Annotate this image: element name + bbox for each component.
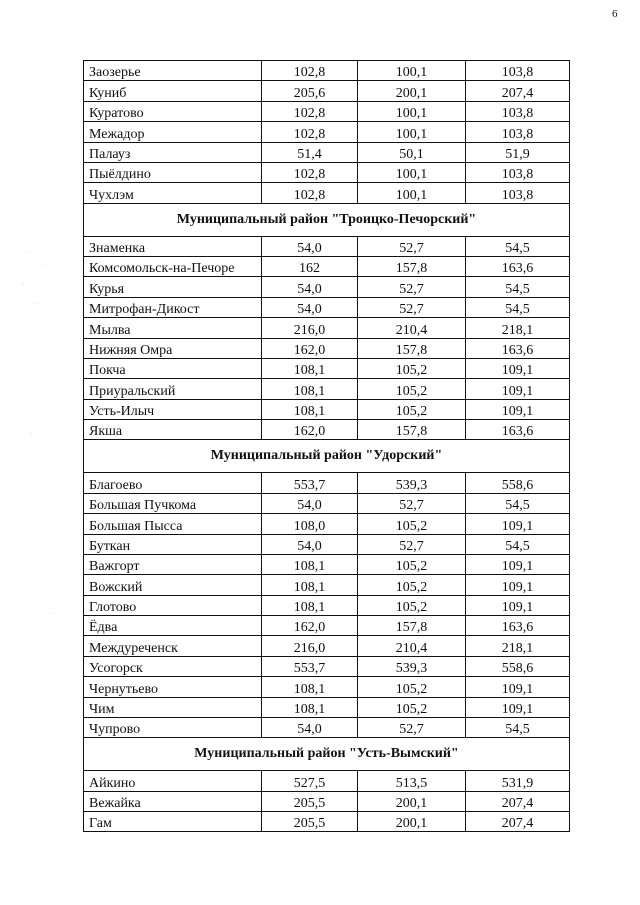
value-cell: 105,2 [358, 514, 466, 534]
settlement-name-cell: Приуральский [84, 379, 262, 399]
value-cell: 200,1 [358, 81, 466, 101]
value-cell: 54,5 [466, 277, 570, 297]
value-cell: 157,8 [358, 420, 466, 440]
table-row [84, 656, 570, 676]
value-cell: 216,0 [262, 636, 358, 656]
value-cell: 54,0 [262, 297, 358, 317]
page-number: 6 [612, 8, 618, 20]
settlement-name-cell: Курья [84, 277, 262, 297]
settlement-name-cell: Важгорт [84, 554, 262, 574]
value-cell: 109,1 [466, 514, 570, 534]
value-cell: 54,0 [262, 493, 358, 513]
table-row [84, 534, 570, 554]
value-cell: 553,7 [262, 656, 358, 676]
settlement-name-cell: Чухлэм [84, 183, 262, 203]
value-cell: 103,8 [466, 61, 570, 81]
table-row [84, 493, 570, 513]
settlement-name-cell: Мылва [84, 318, 262, 338]
value-cell: 108,1 [262, 575, 358, 595]
value-cell: 52,7 [358, 493, 466, 513]
value-cell: 54,5 [466, 717, 570, 737]
value-cell: 108,1 [262, 358, 358, 378]
table-body [84, 61, 570, 832]
table-row [84, 61, 570, 81]
margin-speck: · [36, 300, 39, 308]
value-cell: 539,3 [358, 473, 466, 493]
table-row [84, 101, 570, 121]
value-cell: 218,1 [466, 318, 570, 338]
section-title: Муниципальный район "Усть-Вымский" [84, 738, 570, 771]
value-cell: 108,1 [262, 554, 358, 574]
value-cell: 109,1 [466, 554, 570, 574]
value-cell: 109,1 [466, 358, 570, 378]
table-row [84, 616, 570, 636]
settlement-name-cell: Вежайка [84, 791, 262, 811]
value-cell: 52,7 [358, 717, 466, 737]
section-title: Муниципальный район "Удорский" [84, 440, 570, 473]
settlement-name-cell: Усогорск [84, 656, 262, 676]
table-row [84, 677, 570, 697]
value-cell: 102,8 [262, 122, 358, 142]
value-cell: 205,6 [262, 81, 358, 101]
value-cell: 157,8 [358, 338, 466, 358]
settlement-name-cell: Большая Пысса [84, 514, 262, 534]
table-row [84, 81, 570, 101]
value-cell: 105,2 [358, 358, 466, 378]
value-cell: 103,8 [466, 183, 570, 203]
value-cell: 162,0 [262, 338, 358, 358]
value-cell: 163,6 [466, 338, 570, 358]
value-cell: 210,4 [358, 318, 466, 338]
section-header-row [84, 738, 570, 771]
value-cell: 108,1 [262, 379, 358, 399]
value-cell: 51,9 [466, 142, 570, 162]
value-cell: 54,5 [466, 534, 570, 554]
value-cell: 108,1 [262, 399, 358, 419]
value-cell: 531,9 [466, 771, 570, 791]
settlement-name-cell: Айкино [84, 771, 262, 791]
value-cell: 50,1 [358, 142, 466, 162]
settlement-name-cell: Комсомольск-на-Печоре [84, 257, 262, 277]
table-row [84, 697, 570, 717]
value-cell: 513,5 [358, 771, 466, 791]
value-cell: 163,6 [466, 420, 570, 440]
section-header-row [84, 440, 570, 473]
value-cell: 54,0 [262, 717, 358, 737]
value-cell: 102,8 [262, 61, 358, 81]
settlement-name-cell: Большая Пучкома [84, 493, 262, 513]
value-cell: 100,1 [358, 183, 466, 203]
table-row [84, 183, 570, 203]
table-row [84, 812, 570, 832]
value-cell: 218,1 [466, 636, 570, 656]
margin-speck: · [22, 280, 25, 288]
table-row [84, 338, 570, 358]
table-row [84, 318, 570, 338]
value-cell: 210,4 [358, 636, 466, 656]
value-cell: 105,2 [358, 399, 466, 419]
margin-speck: · [44, 262, 47, 270]
settlement-name-cell: Усть-Илыч [84, 399, 262, 419]
settlement-name-cell: Заозерье [84, 61, 262, 81]
table-row [84, 236, 570, 256]
value-cell: 103,8 [466, 122, 570, 142]
value-cell: 109,1 [466, 697, 570, 717]
value-cell: 157,8 [358, 616, 466, 636]
section-header-row [84, 203, 570, 236]
settlement-name-cell: Благоево [84, 473, 262, 493]
value-cell: 200,1 [358, 812, 466, 832]
value-cell: 205,5 [262, 812, 358, 832]
value-cell: 105,2 [358, 554, 466, 574]
settlement-name-cell: Глотово [84, 595, 262, 615]
table-row [84, 575, 570, 595]
value-cell: 109,1 [466, 379, 570, 399]
settlement-name-cell: Гам [84, 812, 262, 832]
settlement-name-cell: Буткан [84, 534, 262, 554]
settlement-name-cell: Знаменка [84, 236, 262, 256]
value-cell: 207,4 [466, 791, 570, 811]
settlement-name-cell: Пыёлдино [84, 162, 262, 182]
settlement-name-cell: Нижняя Омра [84, 338, 262, 358]
value-cell: 105,2 [358, 697, 466, 717]
value-cell: 103,8 [466, 162, 570, 182]
value-cell: 163,6 [466, 257, 570, 277]
settlement-name-cell: Куниб [84, 81, 262, 101]
table-row [84, 473, 570, 493]
value-cell: 109,1 [466, 399, 570, 419]
value-cell: 102,8 [262, 183, 358, 203]
value-cell: 109,1 [466, 575, 570, 595]
value-cell: 54,5 [466, 297, 570, 317]
settlement-name-cell: Якша [84, 420, 262, 440]
value-cell: 207,4 [466, 81, 570, 101]
value-cell: 52,7 [358, 277, 466, 297]
settlement-name-cell: Межадор [84, 122, 262, 142]
value-cell: 558,6 [466, 656, 570, 676]
value-cell: 108,1 [262, 595, 358, 615]
value-cell: 108,1 [262, 697, 358, 717]
table-row [84, 595, 570, 615]
section-title: Муниципальный район "Троицко-Печорский" [84, 203, 570, 236]
table-row [84, 771, 570, 791]
table-row [84, 717, 570, 737]
settlement-name-cell: Палауз [84, 142, 262, 162]
margin-speck: · [28, 248, 31, 256]
table-row [84, 554, 570, 574]
table-row [84, 636, 570, 656]
value-cell: 157,8 [358, 257, 466, 277]
value-cell: 162,0 [262, 616, 358, 636]
value-cell: 103,8 [466, 101, 570, 121]
value-cell: 100,1 [358, 122, 466, 142]
table-row [84, 791, 570, 811]
settlement-name-cell: Чим [84, 697, 262, 717]
value-cell: 205,5 [262, 791, 358, 811]
table-row [84, 420, 570, 440]
table-row [84, 514, 570, 534]
margin-speck: · [52, 610, 55, 618]
table-row [84, 277, 570, 297]
value-cell: 52,7 [358, 534, 466, 554]
settlement-name-cell: Чернутьево [84, 677, 262, 697]
value-cell: 200,1 [358, 791, 466, 811]
settlements-table [83, 60, 570, 832]
settlement-name-cell: Митрофан-Дикост [84, 297, 262, 317]
settlement-name-cell: Покча [84, 358, 262, 378]
value-cell: 52,7 [358, 297, 466, 317]
value-cell: 54,0 [262, 236, 358, 256]
value-cell: 54,0 [262, 277, 358, 297]
value-cell: 527,5 [262, 771, 358, 791]
settlement-name-cell: Междуреченск [84, 636, 262, 656]
settlement-name-cell: Чупрово [84, 717, 262, 737]
value-cell: 553,7 [262, 473, 358, 493]
value-cell: 539,3 [358, 656, 466, 676]
value-cell: 54,5 [466, 236, 570, 256]
value-cell: 216,0 [262, 318, 358, 338]
table-row [84, 257, 570, 277]
settlement-name-cell: Ёдва [84, 616, 262, 636]
value-cell: 105,2 [358, 379, 466, 399]
table-row [84, 122, 570, 142]
value-cell: 162,0 [262, 420, 358, 440]
value-cell: 102,8 [262, 162, 358, 182]
value-cell: 558,6 [466, 473, 570, 493]
settlement-name-cell: Куратово [84, 101, 262, 121]
value-cell: 105,2 [358, 575, 466, 595]
table-row [84, 162, 570, 182]
value-cell: 102,8 [262, 101, 358, 121]
table-row [84, 379, 570, 399]
value-cell: 105,2 [358, 595, 466, 615]
value-cell: 54,5 [466, 493, 570, 513]
value-cell: 207,4 [466, 812, 570, 832]
value-cell: 108,0 [262, 514, 358, 534]
value-cell: 54,0 [262, 534, 358, 554]
value-cell: 109,1 [466, 677, 570, 697]
value-cell: 108,1 [262, 677, 358, 697]
value-cell: 100,1 [358, 61, 466, 81]
table-row [84, 358, 570, 378]
margin-speck: · [30, 430, 33, 438]
value-cell: 100,1 [358, 101, 466, 121]
table-row [84, 399, 570, 419]
value-cell: 162 [262, 257, 358, 277]
value-cell: 109,1 [466, 595, 570, 615]
value-cell: 51,4 [262, 142, 358, 162]
table-row [84, 297, 570, 317]
settlement-name-cell: Вожский [84, 575, 262, 595]
value-cell: 163,6 [466, 616, 570, 636]
value-cell: 105,2 [358, 677, 466, 697]
value-cell: 52,7 [358, 236, 466, 256]
value-cell: 100,1 [358, 162, 466, 182]
table-row [84, 142, 570, 162]
